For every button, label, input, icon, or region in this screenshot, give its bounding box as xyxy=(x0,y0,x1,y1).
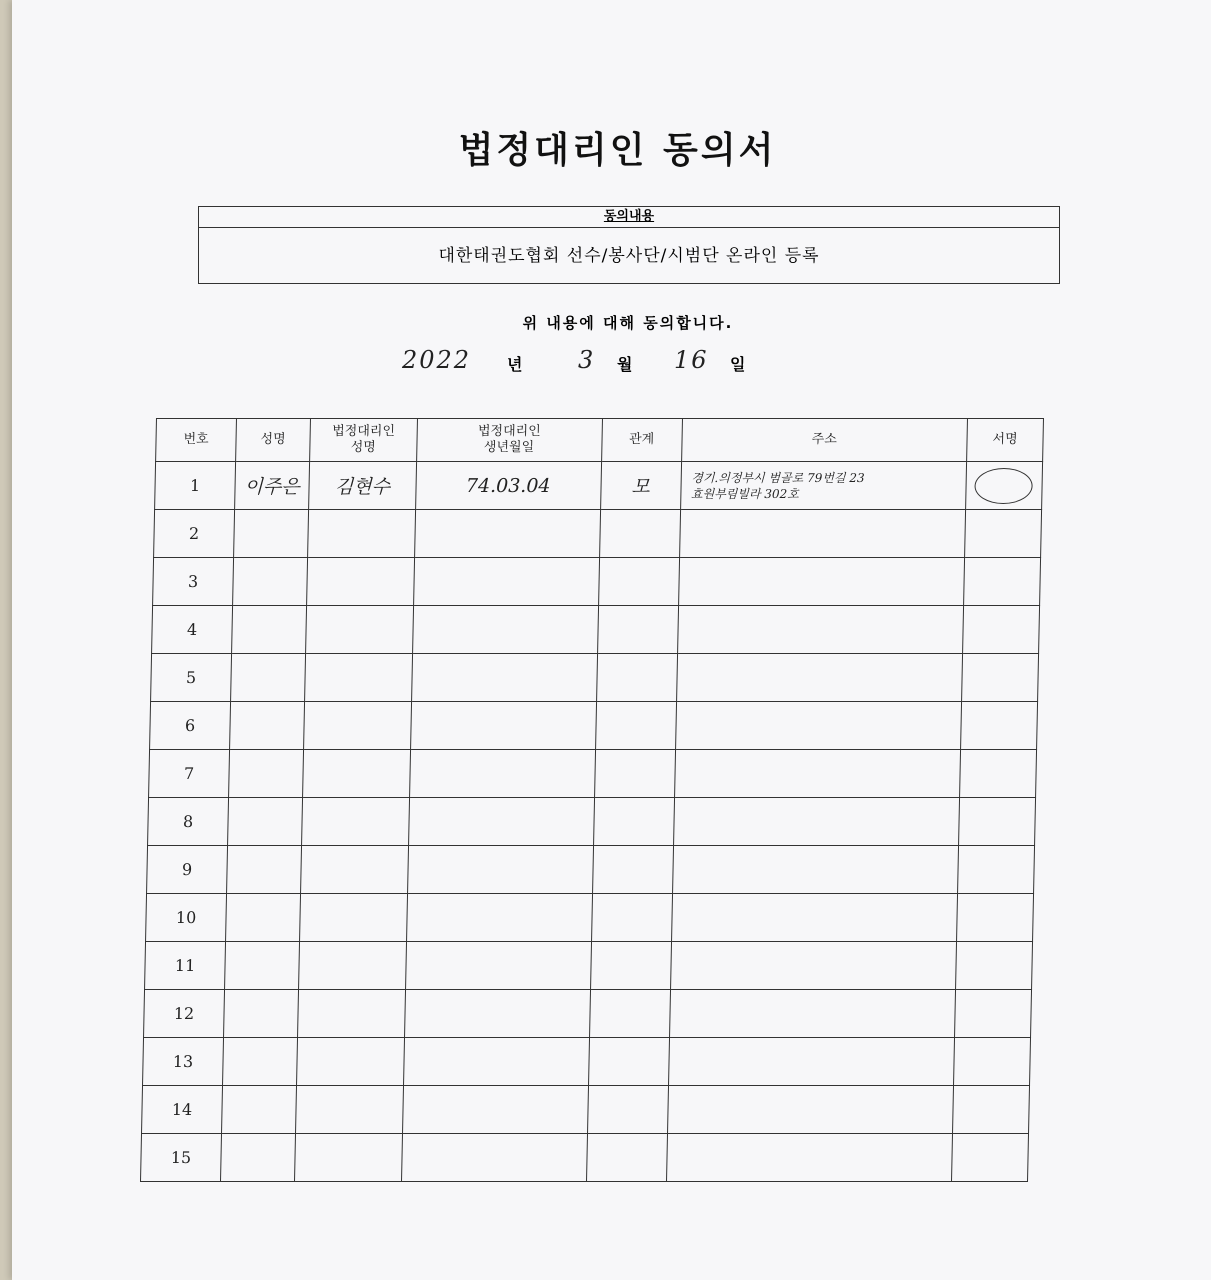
cell-no: 8 xyxy=(148,798,229,846)
document-title: 법정대리인 동의서 xyxy=(458,130,777,171)
cell-signature[interactable] xyxy=(957,894,1034,942)
cell-guardian-dob[interactable] xyxy=(414,510,600,558)
date-month-label: 월 xyxy=(617,355,633,374)
header-guardian-name-line1: 법정대리인 xyxy=(332,424,396,439)
cell-no: 2 xyxy=(154,510,235,558)
cell-signature[interactable] xyxy=(963,606,1040,654)
cell-guardian-dob[interactable] xyxy=(410,702,596,750)
cell-address-line2: 효원부림빌라 302호 xyxy=(690,486,800,501)
cell-signature[interactable] xyxy=(965,510,1042,558)
cell-guardian-name[interactable] xyxy=(298,942,406,990)
cell-relation[interactable] xyxy=(596,654,677,702)
cell-address[interactable] xyxy=(672,846,958,894)
cell-address[interactable] xyxy=(666,1134,952,1182)
cell-name[interactable] xyxy=(227,846,302,894)
cell-name[interactable] xyxy=(234,510,309,558)
cell-name[interactable] xyxy=(229,750,304,798)
cell-guardian-name[interactable] xyxy=(303,750,411,798)
header-no: 번호 xyxy=(156,419,237,462)
cell-signature[interactable] xyxy=(960,750,1037,798)
cell-name[interactable] xyxy=(221,1134,296,1182)
cell-relation[interactable] xyxy=(597,606,678,654)
cell-relation[interactable] xyxy=(598,558,679,606)
cell-guardian-dob[interactable] xyxy=(401,1134,587,1182)
cell-signature[interactable] xyxy=(958,846,1035,894)
cell-guardian-dob: 74.03.04 xyxy=(415,462,601,510)
cell-no: 11 xyxy=(145,942,226,990)
cell-no: 6 xyxy=(150,702,231,750)
table-row xyxy=(151,654,1039,702)
cell-address[interactable] xyxy=(679,510,965,558)
cell-guardian-name[interactable] xyxy=(294,1134,402,1182)
cell-signature[interactable] xyxy=(961,702,1038,750)
cell-relation[interactable] xyxy=(586,1134,667,1182)
cell-address-line1: 경기.의정부시 범골로 79번길 23 xyxy=(691,470,865,485)
table-row xyxy=(143,1038,1031,1086)
cell-name[interactable] xyxy=(224,990,299,1038)
cell-no: 12 xyxy=(144,990,225,1038)
header-name: 성명 xyxy=(236,419,311,462)
cell-signature[interactable] xyxy=(953,1038,1030,1086)
agree-statement: 위 내용에 대해 동의합니다. xyxy=(522,314,734,332)
cell-guardian-name[interactable] xyxy=(307,558,415,606)
cell-no: 5 xyxy=(151,654,232,702)
cell-guardian-name[interactable] xyxy=(302,798,410,846)
cell-name[interactable] xyxy=(232,606,307,654)
cell-guardian-name[interactable] xyxy=(301,846,409,894)
cell-relation[interactable] xyxy=(589,990,670,1038)
cell-guardian-name[interactable] xyxy=(308,510,416,558)
consent-roster-table xyxy=(140,418,1044,1182)
cell-guardian-dob[interactable] xyxy=(403,1038,589,1086)
cell-guardian-name[interactable] xyxy=(297,990,405,1038)
cell-address[interactable] xyxy=(673,798,959,846)
cell-relation[interactable] xyxy=(591,894,672,942)
header-relation: 관계 xyxy=(601,419,682,462)
cell-guardian-dob[interactable] xyxy=(404,990,590,1038)
date-month-value: 3 xyxy=(578,346,596,374)
header-guardian-dob-line2: 생년월일 xyxy=(483,440,535,455)
cell-signature[interactable] xyxy=(962,654,1039,702)
cell-guardian-name[interactable] xyxy=(306,606,414,654)
cell-signature[interactable] xyxy=(952,1086,1029,1134)
cell-relation: 모 xyxy=(600,462,681,510)
cell-signature[interactable] xyxy=(955,942,1032,990)
cell-guardian-name[interactable] xyxy=(295,1086,403,1134)
cell-address[interactable] xyxy=(676,654,962,702)
cell-name[interactable] xyxy=(233,558,308,606)
table-row xyxy=(146,894,1034,942)
cell-no: 14 xyxy=(142,1086,223,1134)
cell-address[interactable] xyxy=(668,1038,954,1086)
cell-guardian-dob[interactable] xyxy=(405,942,591,990)
table-row xyxy=(147,846,1035,894)
cell-address xyxy=(680,462,966,510)
cell-no: 10 xyxy=(146,894,227,942)
cell-address[interactable] xyxy=(669,990,955,1038)
cell-guardian-dob[interactable] xyxy=(411,654,597,702)
cell-relation[interactable] xyxy=(590,942,671,990)
cell-name[interactable] xyxy=(231,654,306,702)
cell-guardian-dob[interactable] xyxy=(409,750,595,798)
cell-guardian-dob[interactable] xyxy=(408,798,594,846)
cell-relation[interactable] xyxy=(594,750,675,798)
table-row xyxy=(152,606,1040,654)
cell-relation[interactable] xyxy=(599,510,680,558)
table-row xyxy=(141,1134,1029,1182)
cell-address[interactable] xyxy=(678,558,964,606)
cell-guardian-dob[interactable] xyxy=(406,894,592,942)
cell-guardian-name[interactable] xyxy=(304,702,412,750)
table-row xyxy=(154,510,1042,558)
table-row xyxy=(149,750,1037,798)
consent-text: 대한태권도협회 선수/봉사단/시범단 온라인 등록 xyxy=(438,246,820,266)
table-row xyxy=(153,558,1041,606)
date-day-value: 16 xyxy=(674,346,709,374)
header-guardian-name xyxy=(310,419,418,462)
cell-guardian-name[interactable] xyxy=(296,1038,404,1086)
header-guardian-name-line2: 성명 xyxy=(350,440,376,455)
cell-guardian-dob[interactable] xyxy=(413,558,599,606)
cell-signature[interactable] xyxy=(964,558,1041,606)
table-row xyxy=(145,942,1033,990)
cell-name[interactable] xyxy=(226,894,301,942)
cell-no: 7 xyxy=(149,750,230,798)
cell-no: 4 xyxy=(152,606,233,654)
header-signature: 서명 xyxy=(967,419,1044,462)
cell-relation[interactable] xyxy=(593,798,674,846)
cell-guardian-name[interactable] xyxy=(305,654,413,702)
table-row xyxy=(155,462,1043,510)
date-day-label: 일 xyxy=(730,355,746,374)
header-guardian-dob-line1: 법정대리인 xyxy=(477,424,541,439)
cell-no: 15 xyxy=(141,1134,222,1182)
cell-name: 이주은 xyxy=(235,462,310,510)
consent-header: 동의내용 xyxy=(199,207,1059,228)
header-guardian-dob xyxy=(416,419,602,462)
cell-guardian-name[interactable] xyxy=(300,894,408,942)
cell-no: 1 xyxy=(155,462,236,510)
cell-signature[interactable] xyxy=(959,798,1036,846)
cell-signature[interactable] xyxy=(951,1134,1028,1182)
table-row xyxy=(148,798,1036,846)
cell-name[interactable] xyxy=(223,1038,298,1086)
cell-name[interactable] xyxy=(222,1086,297,1134)
consent-box xyxy=(198,206,1060,284)
cell-address[interactable] xyxy=(667,1086,953,1134)
cell-relation[interactable] xyxy=(588,1038,669,1086)
cell-no: 13 xyxy=(143,1038,224,1086)
table-row xyxy=(144,990,1032,1038)
cell-address[interactable] xyxy=(677,606,963,654)
cell-name[interactable] xyxy=(230,702,305,750)
table-row xyxy=(142,1086,1030,1134)
signature-seal-icon xyxy=(975,468,1034,504)
cell-address[interactable] xyxy=(675,702,961,750)
table-row xyxy=(150,702,1038,750)
cell-no: 3 xyxy=(153,558,234,606)
cell-name[interactable] xyxy=(228,798,303,846)
cell-signature xyxy=(966,462,1043,510)
cell-address[interactable] xyxy=(674,750,960,798)
cell-guardian-dob[interactable] xyxy=(402,1086,588,1134)
cell-relation[interactable] xyxy=(587,1086,668,1134)
cell-relation[interactable] xyxy=(595,702,676,750)
date-year-value: 2022 xyxy=(402,346,472,374)
cell-relation[interactable] xyxy=(592,846,673,894)
table-header-row xyxy=(156,419,1044,462)
cell-name[interactable] xyxy=(225,942,300,990)
cell-no: 9 xyxy=(147,846,228,894)
date-year-label: 년 xyxy=(507,355,523,374)
header-address: 주소 xyxy=(681,419,967,462)
cell-address[interactable] xyxy=(671,894,957,942)
cell-signature[interactable] xyxy=(954,990,1031,1038)
cell-guardian-name: 김현수 xyxy=(309,462,417,510)
cell-guardian-dob[interactable] xyxy=(412,606,598,654)
cell-guardian-dob[interactable] xyxy=(407,846,593,894)
cell-address[interactable] xyxy=(670,942,956,990)
